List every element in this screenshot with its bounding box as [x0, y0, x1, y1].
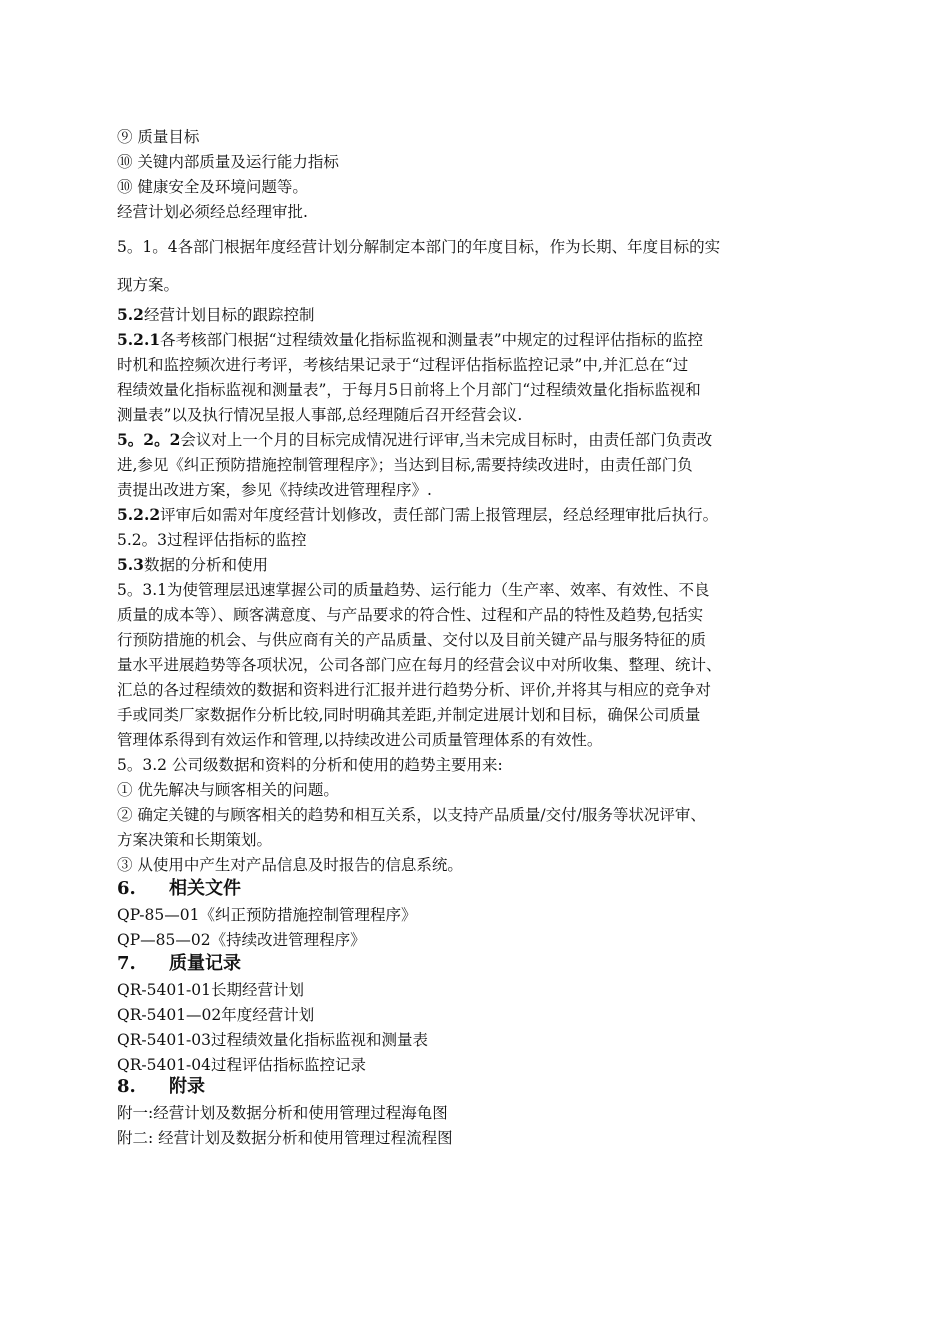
list-item-trend-3: ③ 从使用中产生对产品信息及时报告的信息系统。: [117, 856, 463, 874]
section-title: 质量记录: [169, 953, 241, 974]
paragraph-5-2-2a-line-2: 进,参见《纠正预防措施控制管理程序》；当达到目标,需要持续改进时，由责任部门负: [117, 456, 693, 474]
quality-record-1: QR-5401-01长期经营计划: [117, 981, 305, 999]
paragraph-5-2-1-line-2: 时机和监控频次进行考评，考核结果记录于“过程评估指标监控记录”中,并汇总在“过: [117, 356, 689, 374]
approval-note: 经营计划必须经总经理审批.: [117, 203, 308, 221]
list-item-trend-1: ① 优先解决与顾客相关的问题。: [117, 781, 339, 799]
paragraph-5-3-1-line-2: 质量的成本等）、顾客满意度、与产品要求的符合性、过程和产品的特性及趋势,包括实: [117, 606, 704, 624]
paragraph-5-2-2a-line-1: 5。2。2会议对上一个月的目标完成情况进行评审,当未完成目标时，由责任部门负责改: [117, 430, 713, 449]
related-doc-2: QP—85—02《持续改进管理程序》: [117, 931, 366, 949]
section-number: 6.: [117, 878, 136, 899]
paragraph-5-2-1-line-1: 5.2.1各考核部门根据“过程绩效量化指标监视和测量表”中规定的过程评估指标的监控: [117, 330, 704, 349]
list-item-trend-2-cont: 方案决策和长期策划。: [117, 831, 273, 849]
list-item-quality-goal: ⑨ 质量目标: [117, 128, 200, 146]
paragraph-5-2-2b: 5.2.2评审后如需对年度经营计划修改，责任部门需上报管理层，经总经理审批后执行。: [117, 505, 719, 524]
paragraph-5-3-2-intro: 5。3.2 公司级数据和资料的分析和使用的趋势主要用来:: [117, 756, 503, 774]
appendix-1: 附一:经营计划及数据分析和使用管理过程海龟图: [117, 1104, 448, 1122]
list-item-key-indicators: ⑩ 关键内部质量及运行能力指标: [117, 153, 339, 171]
clause-number: 5.2: [117, 305, 144, 324]
section-heading-7: [117, 953, 241, 975]
clause-number: 5.3: [117, 555, 144, 574]
appendix-2: 附二: 经营计划及数据分析和使用管理过程流程图: [117, 1129, 453, 1147]
paragraph-5-3-1-line-1: 5。3.1为使管理层迅速掌握公司的质量趋势、运行能力（生产率、效率、有效性、不良: [117, 581, 710, 599]
paragraph-5-3-1-line-5: 汇总的各过程绩效的数据和资料进行汇报并进行趋势分析、评价,并将其与相应的竞争对: [117, 681, 711, 699]
paragraph-5-1-4-line-2: 现方案。: [117, 276, 180, 294]
clause-number: 5。2。2: [117, 430, 181, 449]
section-title: 附录: [169, 1076, 205, 1097]
clause-number: 5.2.2: [117, 505, 161, 524]
paragraph-5-3-1-line-7: 管理体系得到有效运作和管理,以持续改进公司质量管理体系的有效性。: [117, 731, 603, 749]
section-heading-5-3: 5.3数据的分析和使用: [117, 555, 268, 574]
paragraph-5-3-1-line-6: 手或同类厂家数据作分析比较,同时明确其差距,并制定进展计划和目标，确保公司质量: [117, 706, 701, 724]
paragraph-5-2-2a-line-3: 责提出改进方案，参见《持续改进管理程序》.: [117, 481, 432, 499]
paragraph-5-1-4-line-1: 5。1。4各部门根据年度经营计划分解制定本部门的年度目标，作为长期、年度目标的实: [117, 238, 721, 256]
section-heading-5-2: 5.2经营计划目标的跟踪控制: [117, 305, 315, 324]
paragraph-5-2-1-line-3: 程绩效量化指标监视和测量表”，于每月5日前将上个月部门“过程绩效量化指标监视和: [117, 381, 701, 399]
paragraph-5-3-1-line-4: 量水平进展趋势等各项状况，公司各部门应在每月的经营会议中对所收集、整理、统计、: [117, 656, 722, 674]
section-heading-6: [117, 878, 241, 900]
quality-record-2: QR-5401—02年度经营计划: [117, 1006, 315, 1024]
quality-record-3: QR-5401-03过程绩效量化指标监视和测量表: [117, 1031, 429, 1049]
section-title: 相关文件: [169, 878, 241, 899]
clause-number: 5.2.1: [117, 330, 161, 349]
paragraph-5-3-1-line-3: 行预防措施的机会、与供应商有关的产品质量、交付以及目前关键产品与服务特征的质: [117, 631, 707, 649]
list-item-health-safety: ⑩ 健康安全及环境问题等。: [117, 178, 308, 196]
related-doc-1: QP-85—01《纠正预防措施控制管理程序》: [117, 906, 417, 924]
section-number: 8.: [117, 1076, 136, 1097]
section-number: 7.: [117, 953, 136, 974]
quality-record-4: QR-5401-04过程评估指标监控记录: [117, 1056, 367, 1074]
section-heading-8: [117, 1076, 205, 1098]
paragraph-5-2-1-line-4: 测量表”以及执行情况呈报人事部,总经理随后召开经营会议.: [117, 406, 523, 424]
list-item-trend-2: ② 确定关键的与顾客相关的趋势和相互关系，以支持产品质量/交付/服务等状况评审、: [117, 806, 706, 824]
paragraph-5-2-3: 5.2。3过程评估指标的监控: [117, 531, 307, 549]
